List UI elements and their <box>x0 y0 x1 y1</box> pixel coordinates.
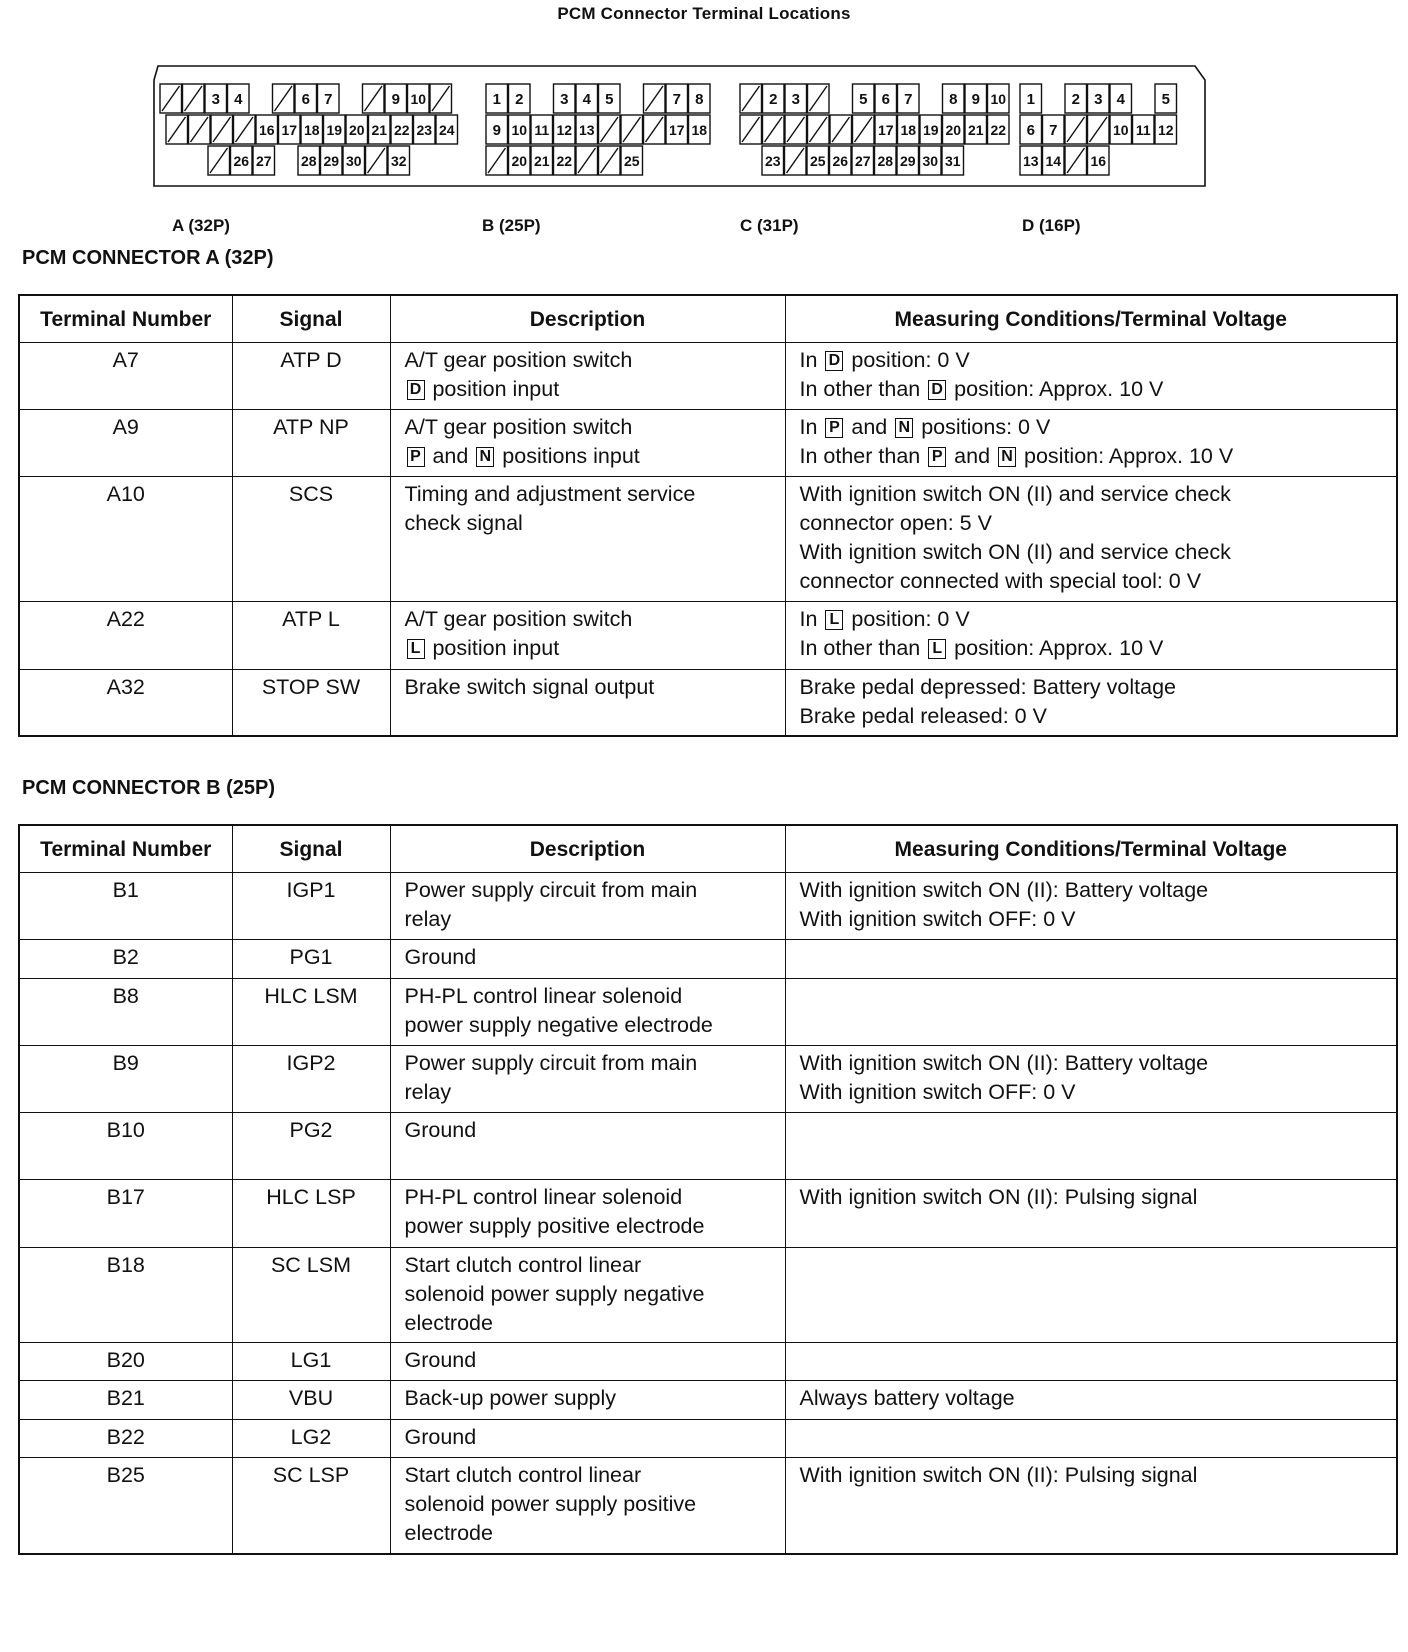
cell-line: With ignition switch OFF: 0 V <box>799 1080 1076 1104</box>
cell-line: Power supply circuit from main <box>404 1051 698 1075</box>
connector-label-d: D (16P) <box>1022 216 1081 235</box>
terminal-number-label: 3 <box>1094 91 1103 108</box>
terminal-number-label: 26 <box>233 153 250 169</box>
table-header-row <box>19 825 1397 873</box>
terminal-number-label: 24 <box>438 122 455 138</box>
cell-line: electrode <box>404 1521 493 1545</box>
table-header-row <box>19 295 1397 343</box>
terminal-number-label: 6 <box>881 91 890 108</box>
connector-a-table <box>18 294 1398 737</box>
col-signal: Signal <box>232 295 390 343</box>
terminal-number-label: 16 <box>1090 153 1107 169</box>
terminal-number-cell: B18 <box>19 1248 232 1343</box>
terminal-number-label: 2 <box>769 91 778 108</box>
connector-a-heading: PCM CONNECTOR A (32P) <box>22 247 274 269</box>
position-box: P <box>928 447 946 467</box>
signal-cell: ATP L <box>232 602 390 670</box>
terminal-number-label: 9 <box>971 91 980 108</box>
cell-line: Start clutch control linear <box>404 1253 642 1277</box>
position-box: D <box>928 380 946 400</box>
terminal-number-label: 6 <box>1026 122 1035 139</box>
col-terminal-number: Terminal Number <box>19 825 232 873</box>
terminal-number-label: 20 <box>511 153 528 169</box>
position-box: N <box>998 447 1016 467</box>
terminal-number-label: 29 <box>899 153 916 169</box>
col-terminal-number: Terminal Number <box>19 295 232 343</box>
signal-cell: IGP1 <box>232 873 390 940</box>
page-title: PCM Connector Terminal Locations <box>557 4 851 23</box>
cell-line: L position input <box>405 634 773 663</box>
description-cell <box>390 1343 785 1381</box>
terminal-number-label: 10 <box>1112 122 1129 138</box>
table-row <box>19 602 1397 670</box>
terminal-number-label: 20 <box>945 122 962 138</box>
terminal-number-label: 18 <box>691 122 708 138</box>
cell-line: In P and N positions: 0 V <box>799 415 1051 439</box>
terminal-number-label: 26 <box>832 153 849 169</box>
cell-line: With ignition switch ON (II): Pulsing signal <box>799 1185 1198 1209</box>
conditions-cell <box>785 343 1397 410</box>
connector-b-heading: PCM CONNECTOR B (25P) <box>22 777 275 799</box>
description-cell <box>390 670 785 736</box>
cell-line: A/T gear position switch <box>404 607 633 631</box>
terminal-number-label: 7 <box>672 91 681 108</box>
cell-line: With ignition switch OFF: 0 V <box>799 907 1076 931</box>
terminal-number-label: 14 <box>1045 153 1062 169</box>
table-row <box>19 410 1397 477</box>
signal-cell: IGP2 <box>232 1046 390 1113</box>
terminal-number-cell: B22 <box>19 1420 232 1458</box>
signal-cell: ATP D <box>232 343 390 410</box>
terminal-number-label: 18 <box>900 122 917 138</box>
terminal-number-label: 5 <box>605 91 614 108</box>
description-cell <box>390 873 785 940</box>
cell-line: Back-up power supply <box>404 1386 617 1410</box>
description-cell <box>390 1458 785 1554</box>
position-box: N <box>895 418 913 438</box>
cell-line: solenoid power supply negative <box>404 1282 705 1306</box>
terminal-number-label: 28 <box>877 153 894 169</box>
description-cell <box>390 602 785 670</box>
cell-line: With ignition switch ON (II) and service check <box>799 540 1231 564</box>
cell-line: Brake pedal released: 0 V <box>799 704 1047 728</box>
position-box: D <box>407 380 425 400</box>
table-row <box>19 873 1397 940</box>
terminal-number-label: 22 <box>556 153 573 169</box>
terminal-number-cell: A22 <box>19 602 232 670</box>
cell-line: connector connected with special tool: 0 V <box>799 569 1202 593</box>
cell-line: P and N positions input <box>405 442 773 471</box>
terminal-number-label: 23 <box>416 122 433 138</box>
terminal-number-cell: A10 <box>19 477 232 602</box>
terminal-number-cell: A9 <box>19 410 232 477</box>
position-box: D <box>825 351 843 371</box>
terminal-number-label: 7 <box>904 91 913 108</box>
terminal-number-cell: B21 <box>19 1381 232 1420</box>
description-cell <box>390 1180 785 1248</box>
position-box: N <box>476 447 494 467</box>
description-cell <box>390 1420 785 1458</box>
description-cell <box>390 477 785 602</box>
table-row <box>19 1248 1397 1343</box>
col-measuring-conditions: Measuring Conditions/Terminal Voltage <box>785 825 1397 873</box>
cell-line: PH-PL control linear solenoid <box>404 1185 683 1209</box>
terminal-number-label: 31 <box>944 153 961 169</box>
terminal-number-label: 16 <box>258 122 275 138</box>
conditions-cell <box>785 1046 1397 1113</box>
signal-cell: SCS <box>232 477 390 602</box>
terminal-number-label: 9 <box>391 91 400 108</box>
terminal-number-label: 21 <box>533 153 550 169</box>
cell-line: Ground <box>404 945 477 969</box>
cell-line: D position input <box>405 375 773 404</box>
terminal-number-label: 8 <box>695 91 704 108</box>
cell-line: Brake switch signal output <box>404 675 655 699</box>
table-row <box>19 1420 1397 1458</box>
description-cell <box>390 410 785 477</box>
terminal-number-label: 13 <box>1022 153 1039 169</box>
terminal-number-label: 25 <box>809 153 826 169</box>
signal-cell: HLC LSM <box>232 979 390 1046</box>
cell-line: Ground <box>404 1118 477 1142</box>
position-box: L <box>407 639 425 659</box>
conditions-cell <box>785 873 1397 940</box>
terminal-number-cell: B1 <box>19 873 232 940</box>
terminal-number-label: 17 <box>877 122 894 138</box>
description-cell <box>390 1381 785 1420</box>
cell-line: A/T gear position switch <box>404 348 633 372</box>
signal-cell: ATP NP <box>232 410 390 477</box>
cell-line: PH-PL control linear solenoid <box>404 984 683 1008</box>
terminal-number-label: 4 <box>234 91 243 108</box>
connector-diagram <box>150 58 1210 194</box>
signal-cell: HLC LSP <box>232 1180 390 1248</box>
terminal-number-cell: B10 <box>19 1113 232 1180</box>
terminal-number-cell: B17 <box>19 1180 232 1248</box>
cell-line: With ignition switch ON (II): Pulsing signal <box>799 1463 1198 1487</box>
cell-line: In D position: 0 V <box>799 348 970 372</box>
col-description: Description <box>390 825 785 873</box>
cell-line: Ground <box>404 1348 477 1372</box>
cell-line: In other than L position: Approx. 10 V <box>799 636 1164 660</box>
table-row <box>19 1458 1397 1554</box>
col-description: Description <box>390 295 785 343</box>
table-row <box>19 1343 1397 1381</box>
cell-line: Ground <box>404 1425 477 1449</box>
conditions-cell <box>785 670 1397 736</box>
cell-line: Power supply circuit from main <box>404 878 698 902</box>
signal-cell: LG1 <box>232 1343 390 1381</box>
table-row <box>19 477 1397 602</box>
terminal-number-label: 17 <box>668 122 685 138</box>
signal-cell: LG2 <box>232 1420 390 1458</box>
terminal-number-label: 27 <box>854 153 871 169</box>
terminal-number-cell: B2 <box>19 940 232 979</box>
table-row <box>19 1180 1397 1248</box>
cell-line: relay <box>404 1080 452 1104</box>
cell-line: Always battery voltage <box>799 1386 1015 1410</box>
conditions-cell <box>785 477 1397 602</box>
terminal-number-cell: B8 <box>19 979 232 1046</box>
conditions-cell <box>785 602 1397 670</box>
terminal-number-label: 22 <box>990 122 1007 138</box>
conditions-cell <box>785 1248 1397 1343</box>
terminal-number-label: 20 <box>348 122 365 138</box>
terminal-number-label: 7 <box>1049 122 1058 139</box>
terminal-number-label: 8 <box>949 91 958 108</box>
description-cell <box>390 1046 785 1113</box>
connector-label-b: B (25P) <box>482 216 541 235</box>
terminal-number-label: 12 <box>1157 122 1174 138</box>
terminal-number-label: 29 <box>323 153 340 169</box>
connector-label-a: A (32P) <box>172 216 230 235</box>
conditions-cell <box>785 1381 1397 1420</box>
terminal-number-label: 10 <box>990 91 1007 107</box>
signal-cell: STOP SW <box>232 670 390 736</box>
cell-line: With ignition switch ON (II): Battery voltage <box>799 1051 1209 1075</box>
position-box: P <box>825 418 843 438</box>
table-row <box>19 1381 1397 1420</box>
terminal-number-label: 28 <box>300 153 317 169</box>
position-box: L <box>825 610 843 630</box>
description-cell <box>390 979 785 1046</box>
terminal-number-label: 21 <box>967 122 984 138</box>
terminal-number-cell: B20 <box>19 1343 232 1381</box>
terminal-number-label: 27 <box>255 153 272 169</box>
terminal-number-label: 19 <box>326 122 343 138</box>
terminal-number-label: 2 <box>1071 91 1080 108</box>
conditions-cell <box>785 410 1397 477</box>
signal-cell: VBU <box>232 1381 390 1420</box>
cell-line: power supply positive electrode <box>404 1214 705 1238</box>
conditions-cell <box>785 1180 1397 1248</box>
signal-cell: PG2 <box>232 1113 390 1180</box>
cell-line: In L position: 0 V <box>799 607 970 631</box>
cell-line: solenoid power supply positive <box>404 1492 697 1516</box>
terminal-number-cell: A32 <box>19 670 232 736</box>
terminal-number-label: 2 <box>515 91 524 108</box>
cell-line: power supply negative electrode <box>404 1013 713 1037</box>
connector-label-c: C (31P) <box>740 216 799 235</box>
terminal-number-label: 1 <box>492 91 501 108</box>
table-row <box>19 670 1397 736</box>
terminal-number-label: 3 <box>211 91 220 108</box>
terminal-number-label: 30 <box>345 153 362 169</box>
terminal-number-label: 25 <box>623 153 640 169</box>
terminal-number-label: 3 <box>560 91 569 108</box>
terminal-number-label: 6 <box>301 91 310 108</box>
connector-b-table <box>18 824 1398 1555</box>
cell-line: Timing and adjustment service <box>404 482 696 506</box>
signal-cell: PG1 <box>232 940 390 979</box>
table-row <box>19 940 1397 979</box>
terminal-number-label: 10 <box>511 122 528 138</box>
table-row <box>19 343 1397 410</box>
signal-cell: SC LSP <box>232 1458 390 1554</box>
cell-line: With ignition switch ON (II) and service check <box>799 482 1231 506</box>
terminal-number-cell: A7 <box>19 343 232 410</box>
cell-line: relay <box>404 907 452 931</box>
conditions-cell <box>785 1343 1397 1381</box>
cell-line: Start clutch control linear <box>404 1463 642 1487</box>
description-cell <box>390 1113 785 1180</box>
terminal-number-label: 21 <box>371 122 388 138</box>
terminal-number-label: 5 <box>1161 91 1170 108</box>
terminal-number-label: 23 <box>764 153 781 169</box>
terminal-number-label: 32 <box>390 153 407 169</box>
cell-line: With ignition switch ON (II): Battery voltage <box>799 878 1209 902</box>
cell-line: A/T gear position switch <box>404 415 633 439</box>
terminal-number-label: 1 <box>1026 91 1035 108</box>
terminal-number-cell: B25 <box>19 1458 232 1554</box>
terminal-number-label: 17 <box>281 122 298 138</box>
conditions-cell <box>785 1420 1397 1458</box>
terminal-number-label: 5 <box>859 91 868 108</box>
terminal-number-label: 11 <box>1135 122 1151 138</box>
terminal-number-label: 30 <box>922 153 939 169</box>
table-row <box>19 979 1397 1046</box>
description-cell <box>390 1248 785 1343</box>
cell-line: check signal <box>404 511 523 535</box>
table-row <box>19 1113 1397 1180</box>
terminal-number-label: 22 <box>393 122 410 138</box>
cell-line: electrode <box>404 1311 493 1335</box>
conditions-cell <box>785 979 1397 1046</box>
terminal-number-cell: B9 <box>19 1046 232 1113</box>
terminal-number-label: 4 <box>1116 91 1125 108</box>
position-box: P <box>407 447 425 467</box>
signal-cell: SC LSM <box>232 1248 390 1343</box>
cell-line: connector open: 5 V <box>799 511 992 535</box>
terminal-number-label: 9 <box>492 122 501 139</box>
terminal-number-label: 18 <box>303 122 320 138</box>
terminal-number-label: 3 <box>791 91 800 108</box>
terminal-number-label: 10 <box>410 91 427 107</box>
terminal-number-label: 13 <box>578 122 595 138</box>
col-measuring-conditions: Measuring Conditions/Terminal Voltage <box>785 295 1397 343</box>
description-cell <box>390 940 785 979</box>
table-row <box>19 1046 1397 1113</box>
col-signal: Signal <box>232 825 390 873</box>
cell-line: In other than D position: Approx. 10 V <box>799 377 1164 401</box>
terminal-number-label: 12 <box>556 122 573 138</box>
position-box: L <box>928 639 946 659</box>
terminal-number-label: 4 <box>582 91 591 108</box>
cell-line: Brake pedal depressed: Battery voltage <box>799 675 1176 699</box>
terminal-number-label: 7 <box>324 91 333 108</box>
conditions-cell <box>785 1458 1397 1554</box>
cell-line: In other than P and N position: Approx. 10 V <box>799 444 1234 468</box>
terminal-number-label: 11 <box>534 122 550 138</box>
conditions-cell <box>785 1113 1397 1180</box>
description-cell <box>390 343 785 410</box>
conditions-cell <box>785 940 1397 979</box>
terminal-number-label: 19 <box>922 122 939 138</box>
